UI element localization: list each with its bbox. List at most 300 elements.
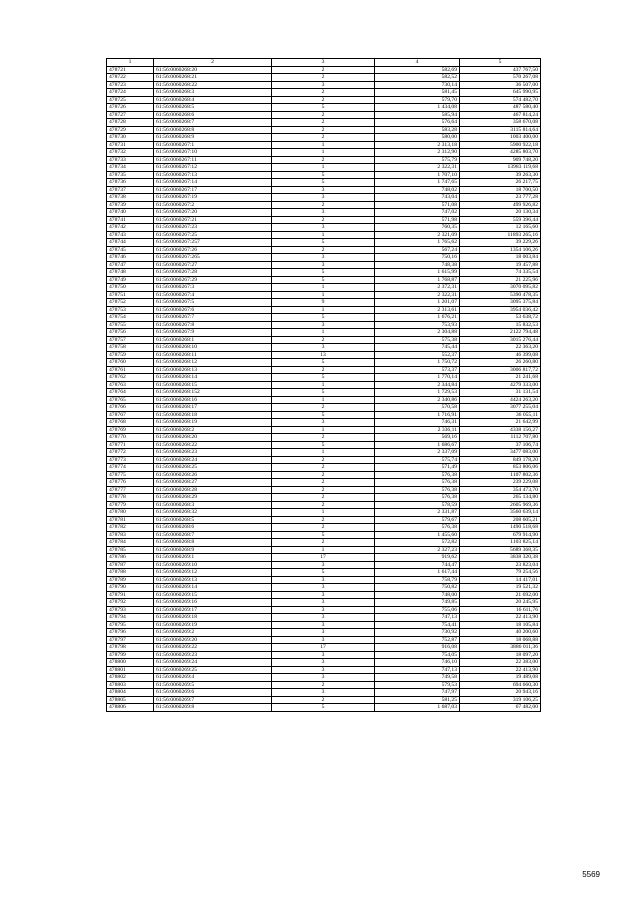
area-cell: 575,38 (375, 336, 460, 344)
table-row (107, 141, 541, 149)
area-cell: 2 331,87 (375, 509, 460, 517)
cadastral-number-cell: 61:56:0060269:17 (154, 606, 272, 614)
table-row (107, 291, 541, 299)
record-number-cell: 478721 (107, 66, 154, 74)
table-row (107, 539, 541, 547)
area-cell: 1 770,14 (375, 374, 460, 382)
category-cell: 1 (272, 396, 375, 404)
table-row (107, 404, 541, 412)
table-row (107, 614, 541, 622)
area-cell: 1 686,67 (375, 441, 460, 449)
table-row (107, 209, 541, 217)
value-cell: 21 692,00 (460, 591, 541, 599)
value-cell: 22 413,90 (460, 614, 541, 622)
table-row (107, 501, 541, 509)
record-number-cell: 478768 (107, 419, 154, 427)
cadastral-number-cell: 61:56:0060267:2 (154, 201, 272, 209)
value-cell: 3838 320,38 (460, 554, 541, 562)
cadastral-number-cell: 61:56:0060268:24 (154, 456, 272, 464)
value-cell: 16 611,76 (460, 606, 541, 614)
category-cell: 13 (272, 351, 375, 359)
area-cell: 583,28 (375, 126, 460, 134)
table-row (107, 651, 541, 659)
category-cell: 2 (272, 456, 375, 464)
cadastral-number-cell: 61:56:0060269:10 (154, 561, 272, 569)
value-cell: 20 245,95 (460, 599, 541, 607)
cadastral-number-cell: 61:56:0060268:11 (154, 351, 272, 359)
category-cell: 2 (272, 96, 375, 104)
value-cell: 20 943,16 (460, 689, 541, 697)
record-number-cell: 478788 (107, 569, 154, 577)
area-cell: 2 312,90 (375, 149, 460, 157)
table-row (107, 494, 541, 502)
cadastral-number-cell: 61:56:0060267:13 (154, 171, 272, 179)
area-cell: 2 372,31 (375, 284, 460, 292)
category-cell: 2 (272, 464, 375, 472)
cadastral-number-cell: 61:56:0060267:11 (154, 156, 272, 164)
category-cell: 5 (272, 704, 375, 712)
table-row (107, 636, 541, 644)
category-cell: 2 (272, 524, 375, 532)
table-row (107, 299, 541, 307)
record-number-cell: 478731 (107, 141, 154, 149)
area-cell: 1 676,21 (375, 314, 460, 322)
area-cell: 2 321,09 (375, 231, 460, 239)
category-cell: 2 (272, 89, 375, 97)
record-number-cell: 478746 (107, 254, 154, 262)
value-cell: 18 700,50 (460, 186, 541, 194)
area-cell: 1 707,10 (375, 171, 460, 179)
value-cell: 39 263,30 (460, 171, 541, 179)
table-row (107, 216, 541, 224)
cadastral-number-cell: 61:56:0060269:7 (154, 696, 272, 704)
record-number-cell: 478756 (107, 329, 154, 337)
cadastral-number-cell: 61:56:0060267:3 (154, 284, 272, 292)
cadastral-number-cell: 61:56:0060269:22 (154, 644, 272, 652)
category-cell: 3 (272, 666, 375, 674)
table-row (107, 254, 541, 262)
value-cell: 31 131,54 (460, 389, 541, 397)
cadastral-number-cell: 61:56:0060269:24 (154, 659, 272, 667)
area-cell: 748,00 (375, 591, 460, 599)
area-cell: 571,98 (375, 216, 460, 224)
value-cell: 79 254,56 (460, 569, 541, 577)
category-cell: 3 (272, 261, 375, 269)
category-cell: 3 (272, 576, 375, 584)
table-row (107, 81, 541, 89)
area-cell: 576,38 (375, 494, 460, 502)
area-cell: 754,05 (375, 651, 460, 659)
table-row (107, 269, 541, 277)
value-cell: 499 926,82 (460, 201, 541, 209)
category-cell: 3 (272, 186, 375, 194)
table-row (107, 629, 541, 637)
record-number-cell: 478784 (107, 539, 154, 547)
value-cell: 354 473,70 (460, 486, 541, 494)
record-number-cell: 478775 (107, 471, 154, 479)
cadastral-number-cell: 61:56:0060269:18 (154, 614, 272, 622)
category-cell: 3 (272, 599, 375, 607)
record-number-cell: 478805 (107, 696, 154, 704)
table-row (107, 576, 541, 584)
category-cell: 2 (272, 156, 375, 164)
cadastral-number-cell: 61:56:0060269:14 (154, 584, 272, 592)
cadastral-number-cell: 61:56:0060267:27 (154, 261, 272, 269)
category-cell: 3 (272, 254, 375, 262)
cadastral-number-cell: 61:56:0060268:4 (154, 96, 272, 104)
table-row (107, 374, 541, 382)
record-number-cell: 478790 (107, 584, 154, 592)
cadastral-number-cell: 61:56:0060269:8 (154, 704, 272, 712)
table-row (107, 666, 541, 674)
record-number-cell: 478803 (107, 681, 154, 689)
category-cell: 3 (272, 651, 375, 659)
table-row (107, 681, 541, 689)
table-row (107, 336, 541, 344)
record-number-cell: 478732 (107, 149, 154, 157)
category-cell: 5 (272, 276, 375, 284)
table-body (107, 66, 541, 711)
category-cell: 5 (272, 269, 375, 277)
value-cell: 23 777,28 (460, 194, 541, 202)
area-cell: 744,47 (375, 561, 460, 569)
category-cell: 5 (272, 179, 375, 187)
record-number-cell: 478760 (107, 359, 154, 367)
category-cell: 2 (272, 486, 375, 494)
cadastral-number-cell: 61:56:0060268:6 (154, 524, 272, 532)
area-cell: 1 750,72 (375, 359, 460, 367)
area-cell: 1 747,65 (375, 179, 460, 187)
table-row (107, 441, 541, 449)
record-number-cell: 478789 (107, 576, 154, 584)
cadastral-number-cell: 61:56:0060269:16 (154, 599, 272, 607)
table-row (107, 224, 541, 232)
record-number-cell: 478745 (107, 246, 154, 254)
table-row (107, 434, 541, 442)
table-row (107, 89, 541, 97)
area-cell: 748,02 (375, 186, 460, 194)
table-row (107, 411, 541, 419)
table-row (107, 156, 541, 164)
value-cell: 21 642,99 (460, 419, 541, 427)
category-cell: 3 (272, 209, 375, 217)
area-cell: 916,08 (375, 644, 460, 652)
cadastral-number-cell: 61:56:0060268:8 (154, 126, 272, 134)
value-cell: 3095 375,84 (460, 299, 541, 307)
area-cell: 2 313,18 (375, 141, 460, 149)
area-cell: 747,97 (375, 689, 460, 697)
table-row (107, 606, 541, 614)
cadastral-number-cell: 61:56:0060269:19 (154, 621, 272, 629)
cadastral-number-cell: 61:56:0060268:6 (154, 111, 272, 119)
table-row (107, 66, 541, 74)
value-cell: 4338 156,27 (460, 426, 541, 434)
value-cell: 36 055,11 (460, 411, 541, 419)
cadastral-number-cell: 61:56:0060269:1 (154, 554, 272, 562)
table-row (107, 674, 541, 682)
category-cell: 1 (272, 231, 375, 239)
value-cell: 645 990,95 (460, 89, 541, 97)
area-cell: 2 336,11 (375, 426, 460, 434)
record-number-cell: 478736 (107, 179, 154, 187)
record-number-cell: 478800 (107, 659, 154, 667)
category-cell: 1 (272, 164, 375, 172)
cadastral-number-cell: 61:56:0060268:15 (154, 381, 272, 389)
column-header-4: 4 (375, 59, 460, 67)
record-number-cell: 478773 (107, 456, 154, 464)
column-header-2: 2 (154, 59, 272, 67)
area-cell: 581,25 (375, 696, 460, 704)
area-cell: 755,06 (375, 606, 460, 614)
area-cell: 1 455,60 (375, 531, 460, 539)
value-cell: 3077 255,04 (460, 404, 541, 412)
value-cell: 40 200,60 (460, 629, 541, 637)
cadastral-number-cell: 61:56:0060267:257 (154, 239, 272, 247)
category-cell: 3 (272, 194, 375, 202)
cadastral-number-cell: 61:56:0060268:27 (154, 479, 272, 487)
area-cell: 1 617,44 (375, 569, 460, 577)
area-cell: 2 322,31 (375, 291, 460, 299)
category-cell: 3 (272, 674, 375, 682)
cadastral-number-cell: 61:56:0060269:25 (154, 666, 272, 674)
record-number-cell: 478737 (107, 186, 154, 194)
record-number-cell: 478739 (107, 201, 154, 209)
value-cell: 358 670,08 (460, 119, 541, 127)
cadastral-number-cell: 61:56:0060267:8 (154, 321, 272, 329)
area-cell: 750,82 (375, 584, 460, 592)
category-cell: 5 (272, 569, 375, 577)
area-cell: 571,49 (375, 464, 460, 472)
category-cell: 2 (272, 434, 375, 442)
cadastral-number-cell: 61:56:0060269:12 (154, 569, 272, 577)
category-cell: 2 (272, 501, 375, 509)
table-row (107, 381, 541, 389)
category-cell: 2 (272, 366, 375, 374)
record-number-cell: 478728 (107, 119, 154, 127)
cadastral-number-cell: 61:56:0060269:2 (154, 629, 272, 637)
value-cell: 74 335,54 (460, 269, 541, 277)
record-number-cell: 478761 (107, 366, 154, 374)
record-number-cell: 478762 (107, 374, 154, 382)
value-cell: 4424 263,20 (460, 396, 541, 404)
table-row (107, 456, 541, 464)
record-number-cell: 478741 (107, 216, 154, 224)
category-cell: 2 (272, 479, 375, 487)
page-number: 5569 (582, 870, 600, 879)
value-cell: 559 396,44 (460, 216, 541, 224)
cadastral-number-cell: 61:56:0060268:18 (154, 411, 272, 419)
value-cell: 18 097,20 (460, 651, 541, 659)
record-number-cell: 478779 (107, 501, 154, 509)
area-cell: 747,02 (375, 209, 460, 217)
cadastral-number-cell: 61:56:0060267:10 (154, 149, 272, 157)
category-cell: 2 (272, 516, 375, 524)
record-number-cell: 478770 (107, 434, 154, 442)
category-cell: 1 (272, 284, 375, 292)
table-row (107, 426, 541, 434)
table-row (107, 486, 541, 494)
category-cell: 3 (272, 636, 375, 644)
area-cell: 748,38 (375, 261, 460, 269)
table-row (107, 531, 541, 539)
record-number-cell: 478733 (107, 156, 154, 164)
cadastral-number-cell: 61:56:0060268:23 (154, 449, 272, 457)
record-number-cell: 478751 (107, 291, 154, 299)
value-cell: 487 580,40 (460, 104, 541, 112)
cadastral-number-cell: 61:56:0060269:20 (154, 636, 272, 644)
table-row (107, 314, 541, 322)
table-row (107, 179, 541, 187)
record-number-cell: 478726 (107, 104, 154, 112)
area-cell: 576,64 (375, 119, 460, 127)
category-cell: 17 (272, 554, 375, 562)
value-cell: 5390 478,35 (460, 291, 541, 299)
category-cell: 5 (272, 359, 375, 367)
category-cell: 1 (272, 449, 375, 457)
table-row (107, 644, 541, 652)
category-cell: 2 (272, 696, 375, 704)
table-row (107, 344, 541, 352)
record-number-cell: 478798 (107, 644, 154, 652)
cadastral-number-cell: 61:56:0060268:21 (154, 74, 272, 82)
record-number-cell: 478765 (107, 396, 154, 404)
value-cell: 574 482,70 (460, 96, 541, 104)
record-number-cell: 478785 (107, 546, 154, 554)
table-row (107, 584, 541, 592)
table-row (107, 74, 541, 82)
record-number-cell: 478724 (107, 89, 154, 97)
record-number-cell: 478757 (107, 336, 154, 344)
cadastral-number-cell: 61:56:0060268:22 (154, 81, 272, 89)
category-cell: 2 (272, 201, 375, 209)
record-number-cell: 478799 (107, 651, 154, 659)
record-number-cell: 478771 (107, 441, 154, 449)
record-number-cell: 478738 (107, 194, 154, 202)
value-cell: 39 229,26 (460, 239, 541, 247)
table-row (107, 696, 541, 704)
category-cell: 2 (272, 111, 375, 119)
table-row (107, 104, 541, 112)
area-cell: 552,37 (375, 351, 460, 359)
category-cell: 5 (272, 531, 375, 539)
record-number-cell: 478727 (107, 111, 154, 119)
value-cell: 46 399,08 (460, 351, 541, 359)
category-cell: 3 (272, 81, 375, 89)
category-cell: 1 (272, 509, 375, 517)
category-cell: 3 (272, 614, 375, 622)
area-cell: 752,87 (375, 636, 460, 644)
table-row (107, 546, 541, 554)
value-cell: 3006 817,72 (460, 366, 541, 374)
cadastral-number-cell: 61:56:0060267:265 (154, 254, 272, 262)
table-row (107, 306, 541, 314)
record-number-cell: 478735 (107, 171, 154, 179)
table-row (107, 464, 541, 472)
area-cell: 747,13 (375, 666, 460, 674)
area-cell: 1 201,07 (375, 299, 460, 307)
column-header-1: 1 (107, 59, 154, 67)
value-cell: 22 413,90 (460, 666, 541, 674)
cadastral-number-cell: 61:56:0060267:5 (154, 299, 272, 307)
value-cell: 679 914,90 (460, 531, 541, 539)
category-cell: 1 (272, 149, 375, 157)
value-cell: 1103 825,14 (460, 539, 541, 547)
category-cell: 1 (272, 381, 375, 389)
category-cell: 5 (272, 239, 375, 247)
table-row (107, 689, 541, 697)
data-table (106, 58, 541, 712)
category-cell: 5 (272, 411, 375, 419)
record-number-cell: 478776 (107, 479, 154, 487)
area-cell: 567,24 (375, 246, 460, 254)
area-cell: 1 768,87 (375, 276, 460, 284)
category-cell: 2 (272, 134, 375, 142)
area-cell: 1 765,62 (375, 239, 460, 247)
cadastral-number-cell: 61:56:0060268:8 (154, 539, 272, 547)
table-row (107, 561, 541, 569)
category-cell: 2 (272, 126, 375, 134)
record-number-cell: 478742 (107, 224, 154, 232)
table-row (107, 239, 541, 247)
value-cell: 3560 639,14 (460, 509, 541, 517)
value-cell: 467 814,24 (460, 111, 541, 119)
value-cell: 19 457,88 (460, 261, 541, 269)
category-cell: 2 (272, 119, 375, 127)
area-cell: 2 337,09 (375, 449, 460, 457)
value-cell: 2605 969,36 (460, 501, 541, 509)
cadastral-number-cell: 61:56:0060267:20 (154, 209, 272, 217)
table-row (107, 419, 541, 427)
cadastral-number-cell: 61:56:0060267:12 (154, 164, 272, 172)
category-cell: 3 (272, 321, 375, 329)
record-number-cell: 478729 (107, 126, 154, 134)
value-cell: 26 217,75 (460, 179, 541, 187)
column-header-3: 3 (272, 59, 375, 67)
cadastral-number-cell: 61:56:0060268:10 (154, 344, 272, 352)
cadastral-number-cell: 61:56:0060268:19 (154, 419, 272, 427)
area-cell: 760,35 (375, 224, 460, 232)
area-cell: 747,13 (375, 614, 460, 622)
area-cell: 582,52 (375, 74, 460, 82)
record-number-cell: 478764 (107, 389, 154, 397)
table-row (107, 96, 541, 104)
area-cell: 745,44 (375, 344, 460, 352)
record-number-cell: 478759 (107, 351, 154, 359)
category-cell: 5 (272, 389, 375, 397)
table-row (107, 171, 541, 179)
record-number-cell: 478786 (107, 554, 154, 562)
value-cell: 13983 119,68 (460, 164, 541, 172)
area-cell: 1 687,03 (375, 704, 460, 712)
cadastral-number-cell: 61:56:0060267:17 (154, 186, 272, 194)
area-cell: 743,04 (375, 194, 460, 202)
value-cell: 26 260,80 (460, 359, 541, 367)
area-cell: 579,70 (375, 96, 460, 104)
cadastral-number-cell: 61:56:0060267:23 (154, 224, 272, 232)
category-cell: 3 (272, 224, 375, 232)
area-cell: 758,79 (375, 576, 460, 584)
area-cell: 1 434,08 (375, 104, 460, 112)
cadastral-number-cell: 61:56:0060268:22 (154, 441, 272, 449)
value-cell: 53 638,72 (460, 314, 541, 322)
table-row (107, 479, 541, 487)
value-cell: 265 134,80 (460, 494, 541, 502)
area-cell: 1 615,99 (375, 269, 460, 277)
category-cell: 5 (272, 374, 375, 382)
value-cell: 3070 095,82 (460, 284, 541, 292)
record-number-cell: 478804 (107, 689, 154, 697)
cadastral-number-cell: 61:56:0060268:32 (154, 509, 272, 517)
